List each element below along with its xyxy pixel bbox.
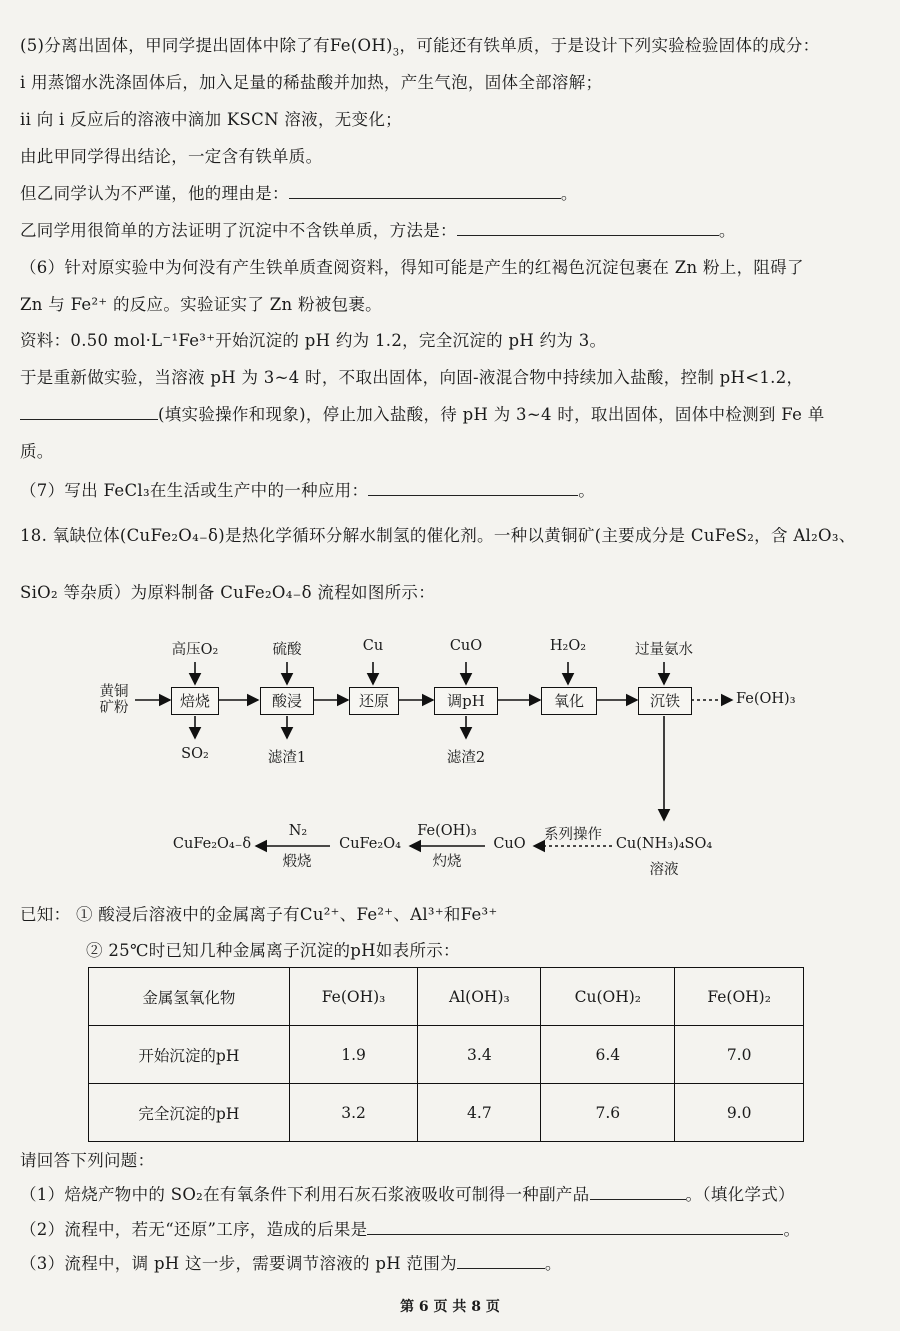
residue2-label: 滤渣2 [446,750,486,766]
n2-label: N₂ [288,823,308,839]
table-header-cell: 金属氢氧化物 [89,968,290,1026]
table-cell: 7.6 [541,1084,675,1142]
text-line: 质。 [20,442,54,461]
question-1-line [20,1184,880,1206]
page-footer: 第 6 页 共 8 页 [400,1299,500,1315]
text-line: （6）针对原实验中为何没有产生铁单质查阅资料，得知可能是产生的红褐色沉淀包裹在 Zn 粉上，阻碍了 [20,258,804,277]
text-line: （7）写出 FeCl₃在生活或生产中的一种应用： 。 [20,481,596,500]
text-line: ii 向 i 反应后的溶液中滴加 KSCN 溶液，无变化； [20,110,402,129]
table-cell: 开始沉淀的pH [89,1026,290,1084]
cufe2o4-label: CuFe₂O₄ [339,836,401,852]
question-2-line: （2）流程中，若无“还原”工序，造成的后果是 。 [20,1220,801,1239]
roast2-label: 煅烧 [282,854,312,870]
cuo-label: CuO [493,836,526,852]
method-prompt: 乙同学用很简单的方法证明了沉淀中不含铁单质，方法是： [20,221,457,240]
table-cell: 6.4 [541,1026,675,1084]
residue1-label: 滤渣1 [267,750,307,766]
reason-prompt: 但乙同学认为不严谨，他的理由是： [20,184,289,203]
table-row [89,1084,804,1142]
fe-oh3-product-label: Fe(OH)₃ [736,691,796,707]
high-pressure-o2-label: 高压O₂ [171,642,219,658]
calcine-label: 灼烧 [432,854,462,870]
text-line: 但乙同学认为不严谨，他的理由是： 。 [20,184,578,203]
ammonia-label: 过量氨水 [635,642,693,658]
table-cell: 完全沉淀的pH [89,1084,290,1142]
table-cell: 1.9 [289,1026,418,1084]
operation-prompt: (填实验操作和现象)，停止加入盐酸，待 pH 为 3~4 时，取出固体，固体中检测到 Fe 单 [158,405,825,424]
question-3-line: （3）流程中，调 pH 这一步，需要调节溶液的 pH 范围为 。 [20,1254,562,1273]
known-1: ① 酸浸后溶液中的金属离子有Cu²⁺、Fe²⁺、Al³⁺和Fe³⁺ [75,905,498,924]
answer-blank[interactable] [590,1185,686,1200]
adjust-ph-step: 调pH [434,687,498,715]
line-5-part1: (5)分离出固体，甲同学提出固体中除了有Fe(OH) [20,36,393,55]
text-line: 乙同学用很简单的方法证明了沉淀中不含铁单质，方法是： 。 [20,221,736,240]
oxidize-step: 氧化 [541,687,597,715]
question-1-suffix: 。（填化学式） [685,1185,795,1204]
text-line: 由此甲同学得出结论，一定含有铁单质。 [20,147,323,166]
application-prompt: （7）写出 FeCl₃在生活或生产中的一种应用： [20,481,369,500]
text-line: 于是重新做实验，当溶液 pH 为 3~4 时，不取出固体，向固-液混合物中持续加入盐酸，控制 pH<1.2， [20,368,804,387]
roast-step: 焙烧 [171,687,219,715]
table-cell: 4.7 [418,1084,541,1142]
answer-blank[interactable] [368,481,578,496]
text-line: (5)分离出固体，甲同学提出固体中除了有$Fe(OH)_3$，可能还有铁单质，于是设计下列实验检验固体的成分： [20,36,820,59]
known-line-1 [20,904,880,926]
cuo-input-label: CuO [449,638,483,654]
table-header-cell: Al(OH)₃ [418,968,541,1026]
answer-blank[interactable] [289,184,561,199]
h2o2-label: H₂O₂ [549,638,587,654]
table-header-cell: Fe(OH)₂ [675,968,804,1026]
acid-leach-step: 酸浸 [260,687,314,715]
copper-ammine-label: Cu(NH₃)₄SO₄ [615,836,713,852]
precipitate-iron-step: 沉铁 [638,687,692,715]
series-operation-label: 系列操作 [544,827,602,843]
question-2-text: （2）流程中，若无“还原”工序，造成的后果是 [20,1220,368,1239]
text-line: SiO₂ 等杂质）为原料制备 CuFe₂O₄₋δ 流程如图所示： [20,583,436,602]
table-header-cell: Cu(OH)₂ [541,968,675,1026]
question-18-line: 18. 氧缺位体(CuFe₂O₄₋δ)是热化学循环分解水制氢的催化剂。一种以黄铜矿(主要成分是 CuFeS₂，含 Al₂O₃、 [20,526,856,545]
cu-label: Cu [362,638,384,654]
question-1-text: （1）焙烧产物中的 SO₂在有氧条件下利用石灰石浆液吸收可制得一种副产品 [20,1185,590,1204]
final-product-label: CuFe₂O₄₋δ [172,836,252,852]
table-cell: 9.0 [675,1084,804,1142]
text-line [20,404,880,426]
text-line: Zn 与 Fe²⁺ 的反应。实验证实了 Zn 粉被包裹。 [20,295,382,314]
text-line: 资料：0.50 mol·L⁻¹Fe³⁺开始沉淀的 pH 约为 1.2，完全沉淀的 pH 约为 3。 [20,331,607,350]
process-flow-diagram [0,620,900,890]
line-5-part2: ，可能还有铁单质，于是设计下列实验检验固体的成分： [399,36,820,55]
known-line-2: ② 25℃时已知几种金属离子沉淀的pH如表所示： [86,941,460,960]
precipitation-ph-table [88,967,804,1142]
sulfuric-acid-label: 硫酸 [272,642,302,658]
answer-blank[interactable] [457,1254,545,1269]
table-cell: 3.4 [418,1026,541,1084]
answer-blank[interactable] [457,221,719,236]
text-line: i 用蒸馏水洗涤固体后，加入足量的稀盐酸并加热，产生气泡，固体全部溶解； [20,73,603,92]
table-header-cell: Fe(OH)₃ [289,968,418,1026]
fe-oh3-reagent-label: Fe(OH)₃ [417,823,477,839]
table-cell: 7.0 [675,1026,804,1084]
solution-label: 溶液 [649,862,679,878]
table-cell: 3.2 [289,1084,418,1142]
questions-intro: 请回答下列问题： [20,1151,155,1170]
question-3-text: （3）流程中，调 pH 这一步，需要调节溶液的 pH 范围为 [20,1254,457,1273]
table-header-row [89,968,804,1026]
raw-material-label: 黄铜矿粉 [99,684,129,716]
so2-label: SO₂ [181,746,209,762]
known-title: 已知： [20,905,71,924]
table-row [89,1026,804,1084]
reduce-step: 还原 [349,687,399,715]
answer-blank[interactable] [20,405,158,420]
answer-blank[interactable] [367,1220,783,1235]
